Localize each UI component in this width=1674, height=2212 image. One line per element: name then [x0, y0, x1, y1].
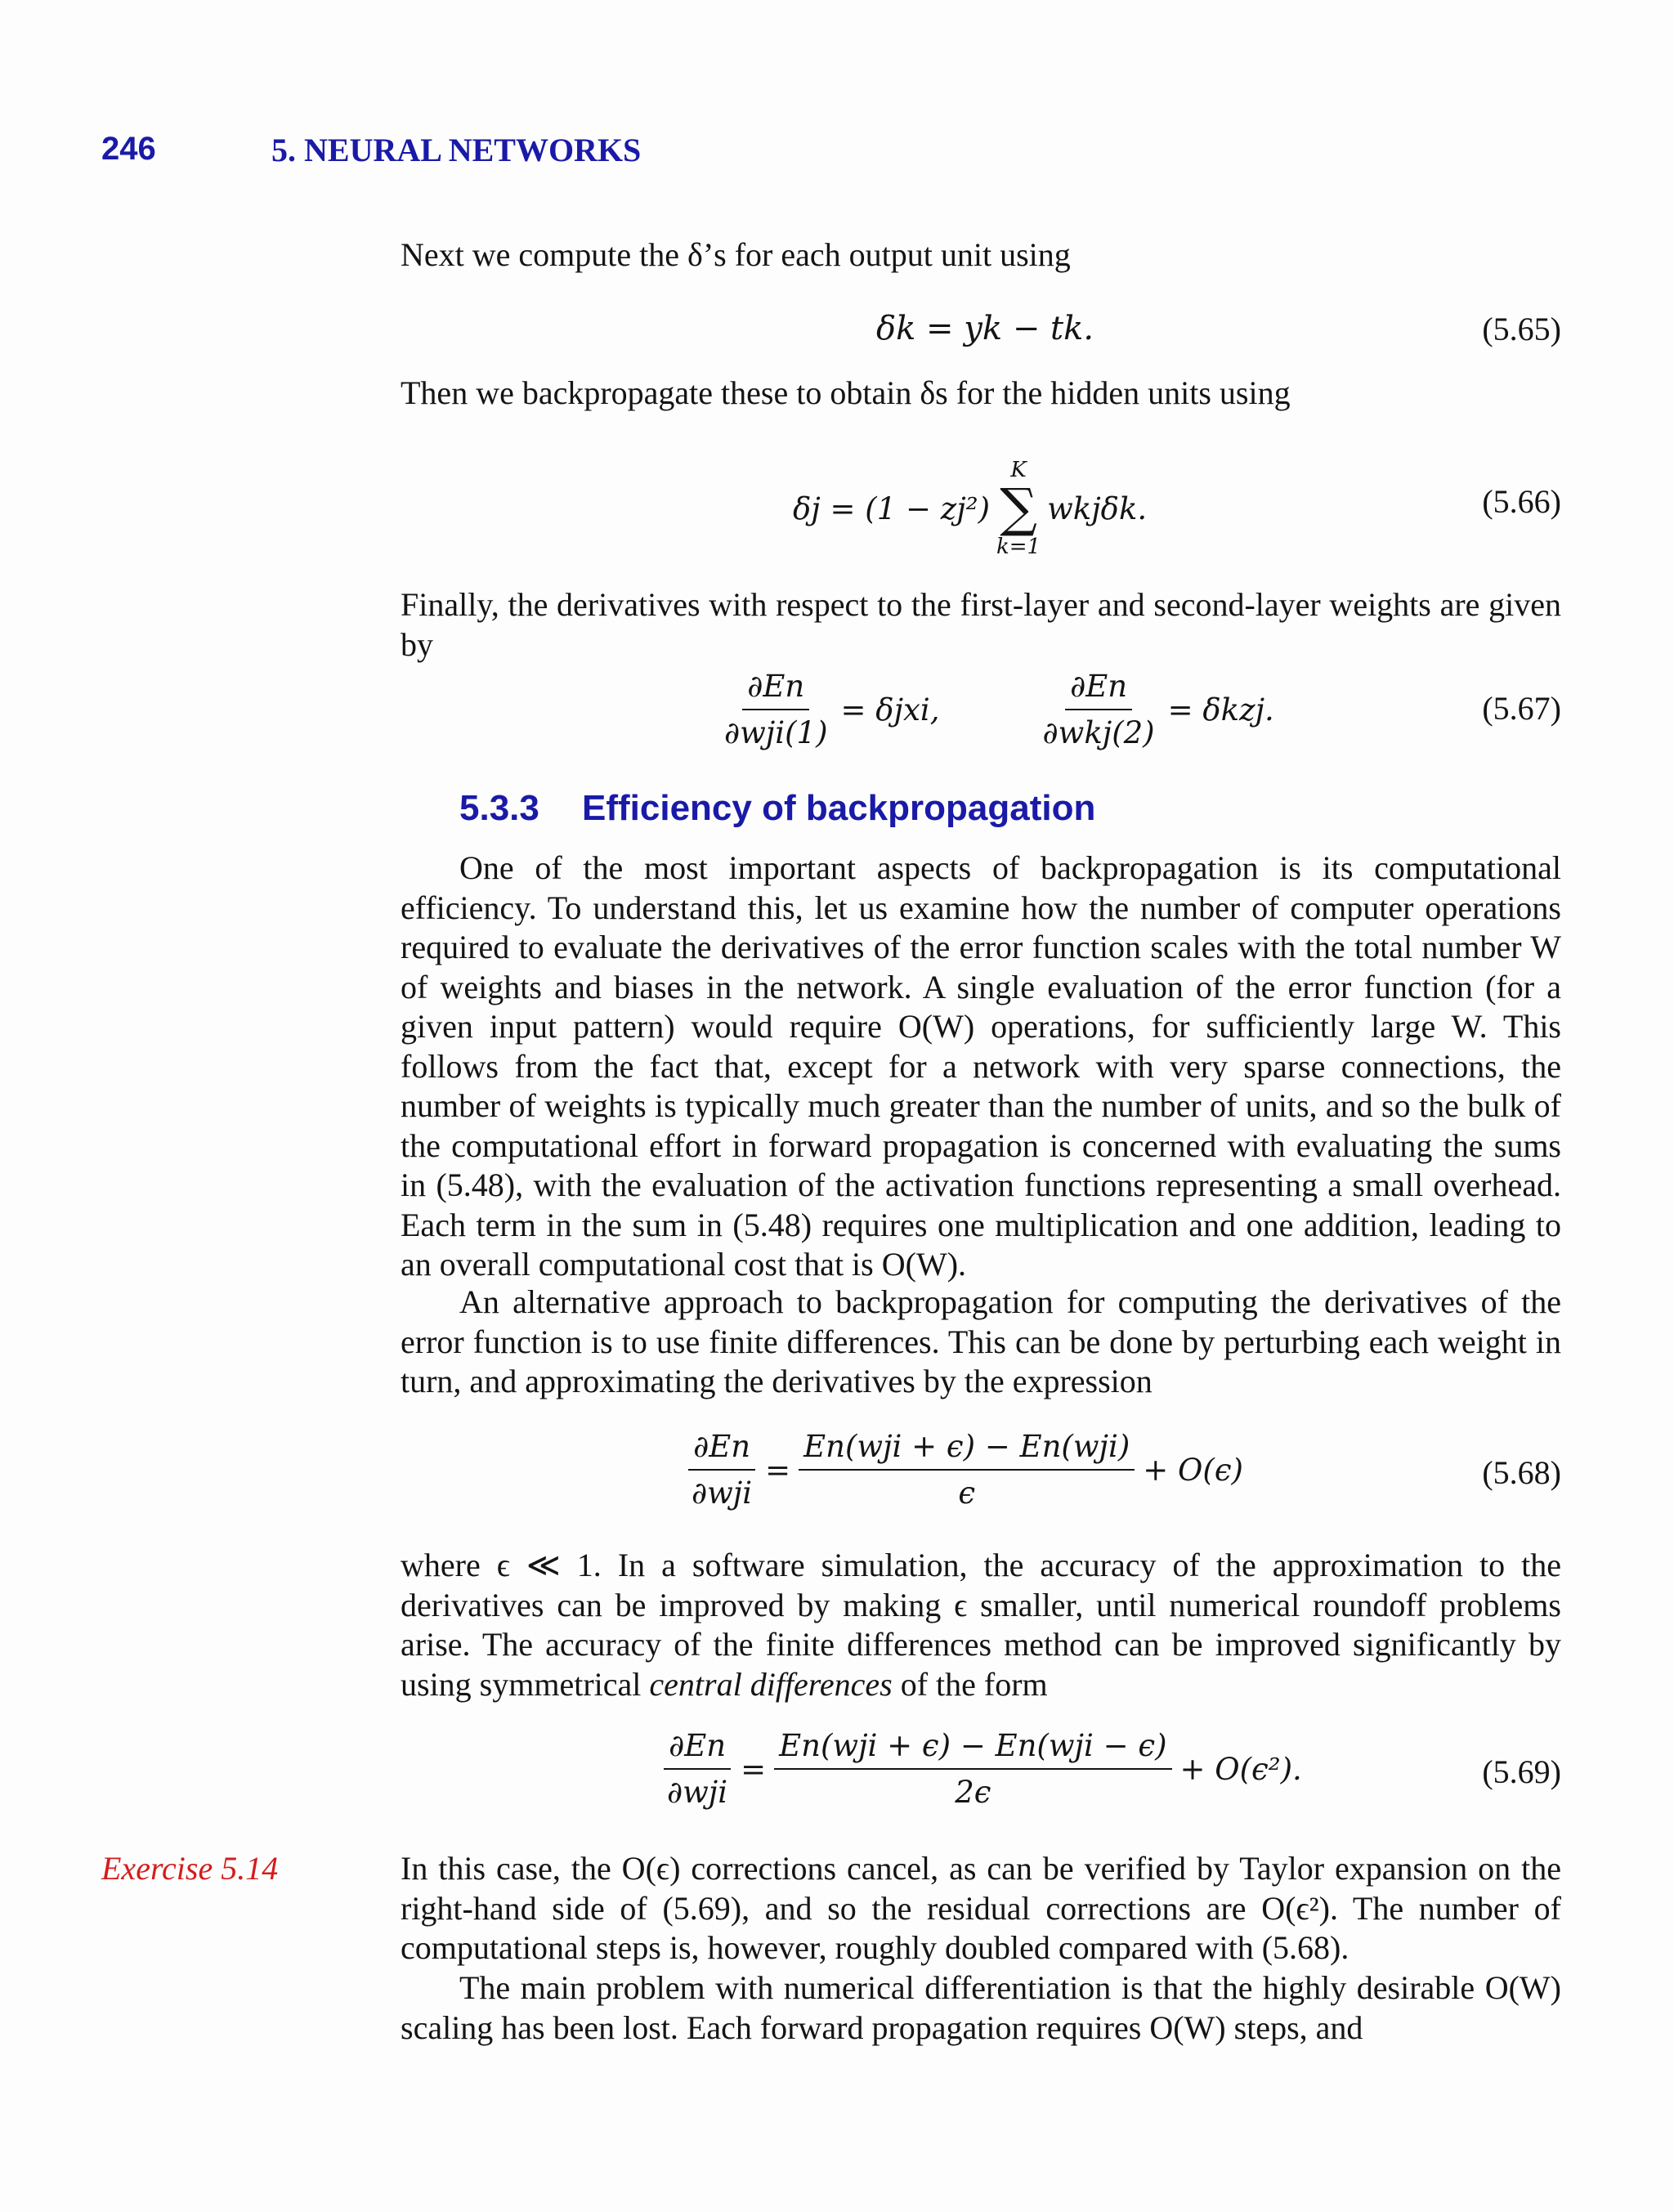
paragraph-text-b: of the form [892, 1665, 1048, 1703]
fraction-numerator: ∂En [742, 669, 809, 710]
equation-number: (5.69) [1482, 1753, 1561, 1790]
paragraph-central-differences [401, 1546, 1561, 1704]
page-number: 246 [101, 131, 156, 167]
fraction-denominator: ∂wji [692, 1475, 753, 1511]
sum-lower-limit: k=1 [996, 535, 1041, 559]
equation-5-67 [401, 660, 1561, 767]
fraction-numerator: En(wji + ϵ) − En(wji − ϵ) [774, 1728, 1171, 1770]
fraction-rhs [799, 1429, 1135, 1511]
fraction-denominator: 2ϵ [955, 1775, 991, 1810]
fraction-rhs [774, 1728, 1171, 1810]
paragraph-text-a: where ϵ ≪ 1. In a software simulation, the accuracy of the approximation to the derivatives can be improved by making ϵ smaller, until numerical roundoff problems arise. The accuracy of the finite differences method can be improved significantly by using symmetrical [401, 1547, 1561, 1703]
paragraph-taylor-expansion: In this case, the O(ϵ) corrections cancel, as can be verified by Taylor expansion on the right-hand side of (5.69), and so the residual corrections are O(ϵ²). The number of computational steps is, however, roughly doubled compared with (5.68). [401, 1850, 1561, 1966]
fraction-denominator: ϵ [958, 1475, 976, 1511]
equation-rhs: wkjδk. [1047, 490, 1148, 526]
paragraph-backpropagate-hidden: Then we backpropagate these to obtain δs for the hidden units using [401, 374, 1291, 411]
equation-number: (5.67) [1482, 690, 1561, 727]
equals-sign: = [741, 1751, 767, 1787]
equation-lhs: δj = (1 − zj²) [793, 490, 991, 526]
equation-tail: + O(ϵ) [1143, 1452, 1243, 1488]
paragraph-efficiency: One of the most important aspects of backpropagation is its computational efficiency. To understand this, let us examine how the number of computer operations required to evaluate the derivatives of the error function scales with the total number W of weights and biases in the network. A single evaluation of the error function (for a given input pattern) would require O(W) operations, for sufficiently large W. This follows from the fact that, except for a network with very sparse connections, the number of weights is typically much greater than the number of units, and so the bulk of the computational effort in forward propagation is concerned with evaluating the sums in (5.48), with the evaluation of the activation functions representing a small overhead. Each term in the sum in (5.48) requires one multiplication and one addition, leading to an overall computational cost that is O(W). [401, 849, 1561, 1283]
summation-symbol: K ∑ k=1 [996, 458, 1041, 559]
margin-exercise-reference[interactable]: Exercise 5.14 [101, 1850, 279, 1887]
paragraph-finite-differences: An alternative approach to backpropagation for computing the derivatives of the error function is to use finite differences. This can be done by perturbing each weight in turn, and approximating the derivatives by the expression [401, 1283, 1561, 1399]
emphasis-central-differences: central differences [649, 1665, 893, 1703]
equation-number: (5.66) [1482, 483, 1561, 520]
equation-number: (5.65) [1482, 310, 1561, 347]
fraction-numerator: ∂En [1065, 669, 1132, 710]
fraction-second-layer [1038, 669, 1160, 750]
equation-number: (5.68) [1482, 1454, 1561, 1491]
fraction-numerator: ∂En [688, 1429, 755, 1471]
equation-tail: + O(ϵ²). [1179, 1751, 1302, 1787]
fraction-denominator: ∂wkj(2) [1042, 715, 1155, 750]
chapter-title: 5. NEURAL NETWORKS [271, 132, 642, 168]
equation-5-68 [401, 1422, 1561, 1529]
section-number: 5.3.3 [459, 788, 539, 828]
equation-rhs-second: = δkzj. [1167, 692, 1274, 728]
section-title: Efficiency of backpropagation [582, 788, 1096, 828]
equation-rhs-first: = δjxi, [840, 692, 940, 728]
paragraph-derivatives-weights: Finally, the derivatives with respect to the first-layer and second-layer weights are given by [401, 586, 1561, 663]
fraction-numerator: ∂En [664, 1728, 731, 1770]
paragraph-intro-output-deltas: Next we compute the δ’s for each output unit using [401, 236, 1071, 273]
sum-upper-limit: K [1010, 458, 1027, 482]
fraction-numerator: En(wji + ϵ) − En(wji) [799, 1429, 1135, 1471]
equation-expression: δk = yk − tk. [876, 310, 1094, 347]
fraction-denominator: ∂wji [667, 1775, 728, 1810]
section-heading [459, 788, 1095, 829]
equation-5-66 [401, 441, 1561, 564]
fraction-lhs [662, 1728, 732, 1810]
paragraph-numerical-differentiation: The main problem with numerical differentiation is that the highly desirable O(W) scaling has been lost. Each forward propagation requires O(W) steps, and [401, 1969, 1561, 2046]
fraction-first-layer [719, 669, 833, 750]
fraction-lhs [687, 1429, 757, 1511]
equation-5-69 [401, 1722, 1561, 1828]
equation-5-65 [401, 304, 1561, 353]
fraction-denominator: ∂wji(1) [724, 715, 828, 750]
equals-sign: = [765, 1452, 791, 1488]
